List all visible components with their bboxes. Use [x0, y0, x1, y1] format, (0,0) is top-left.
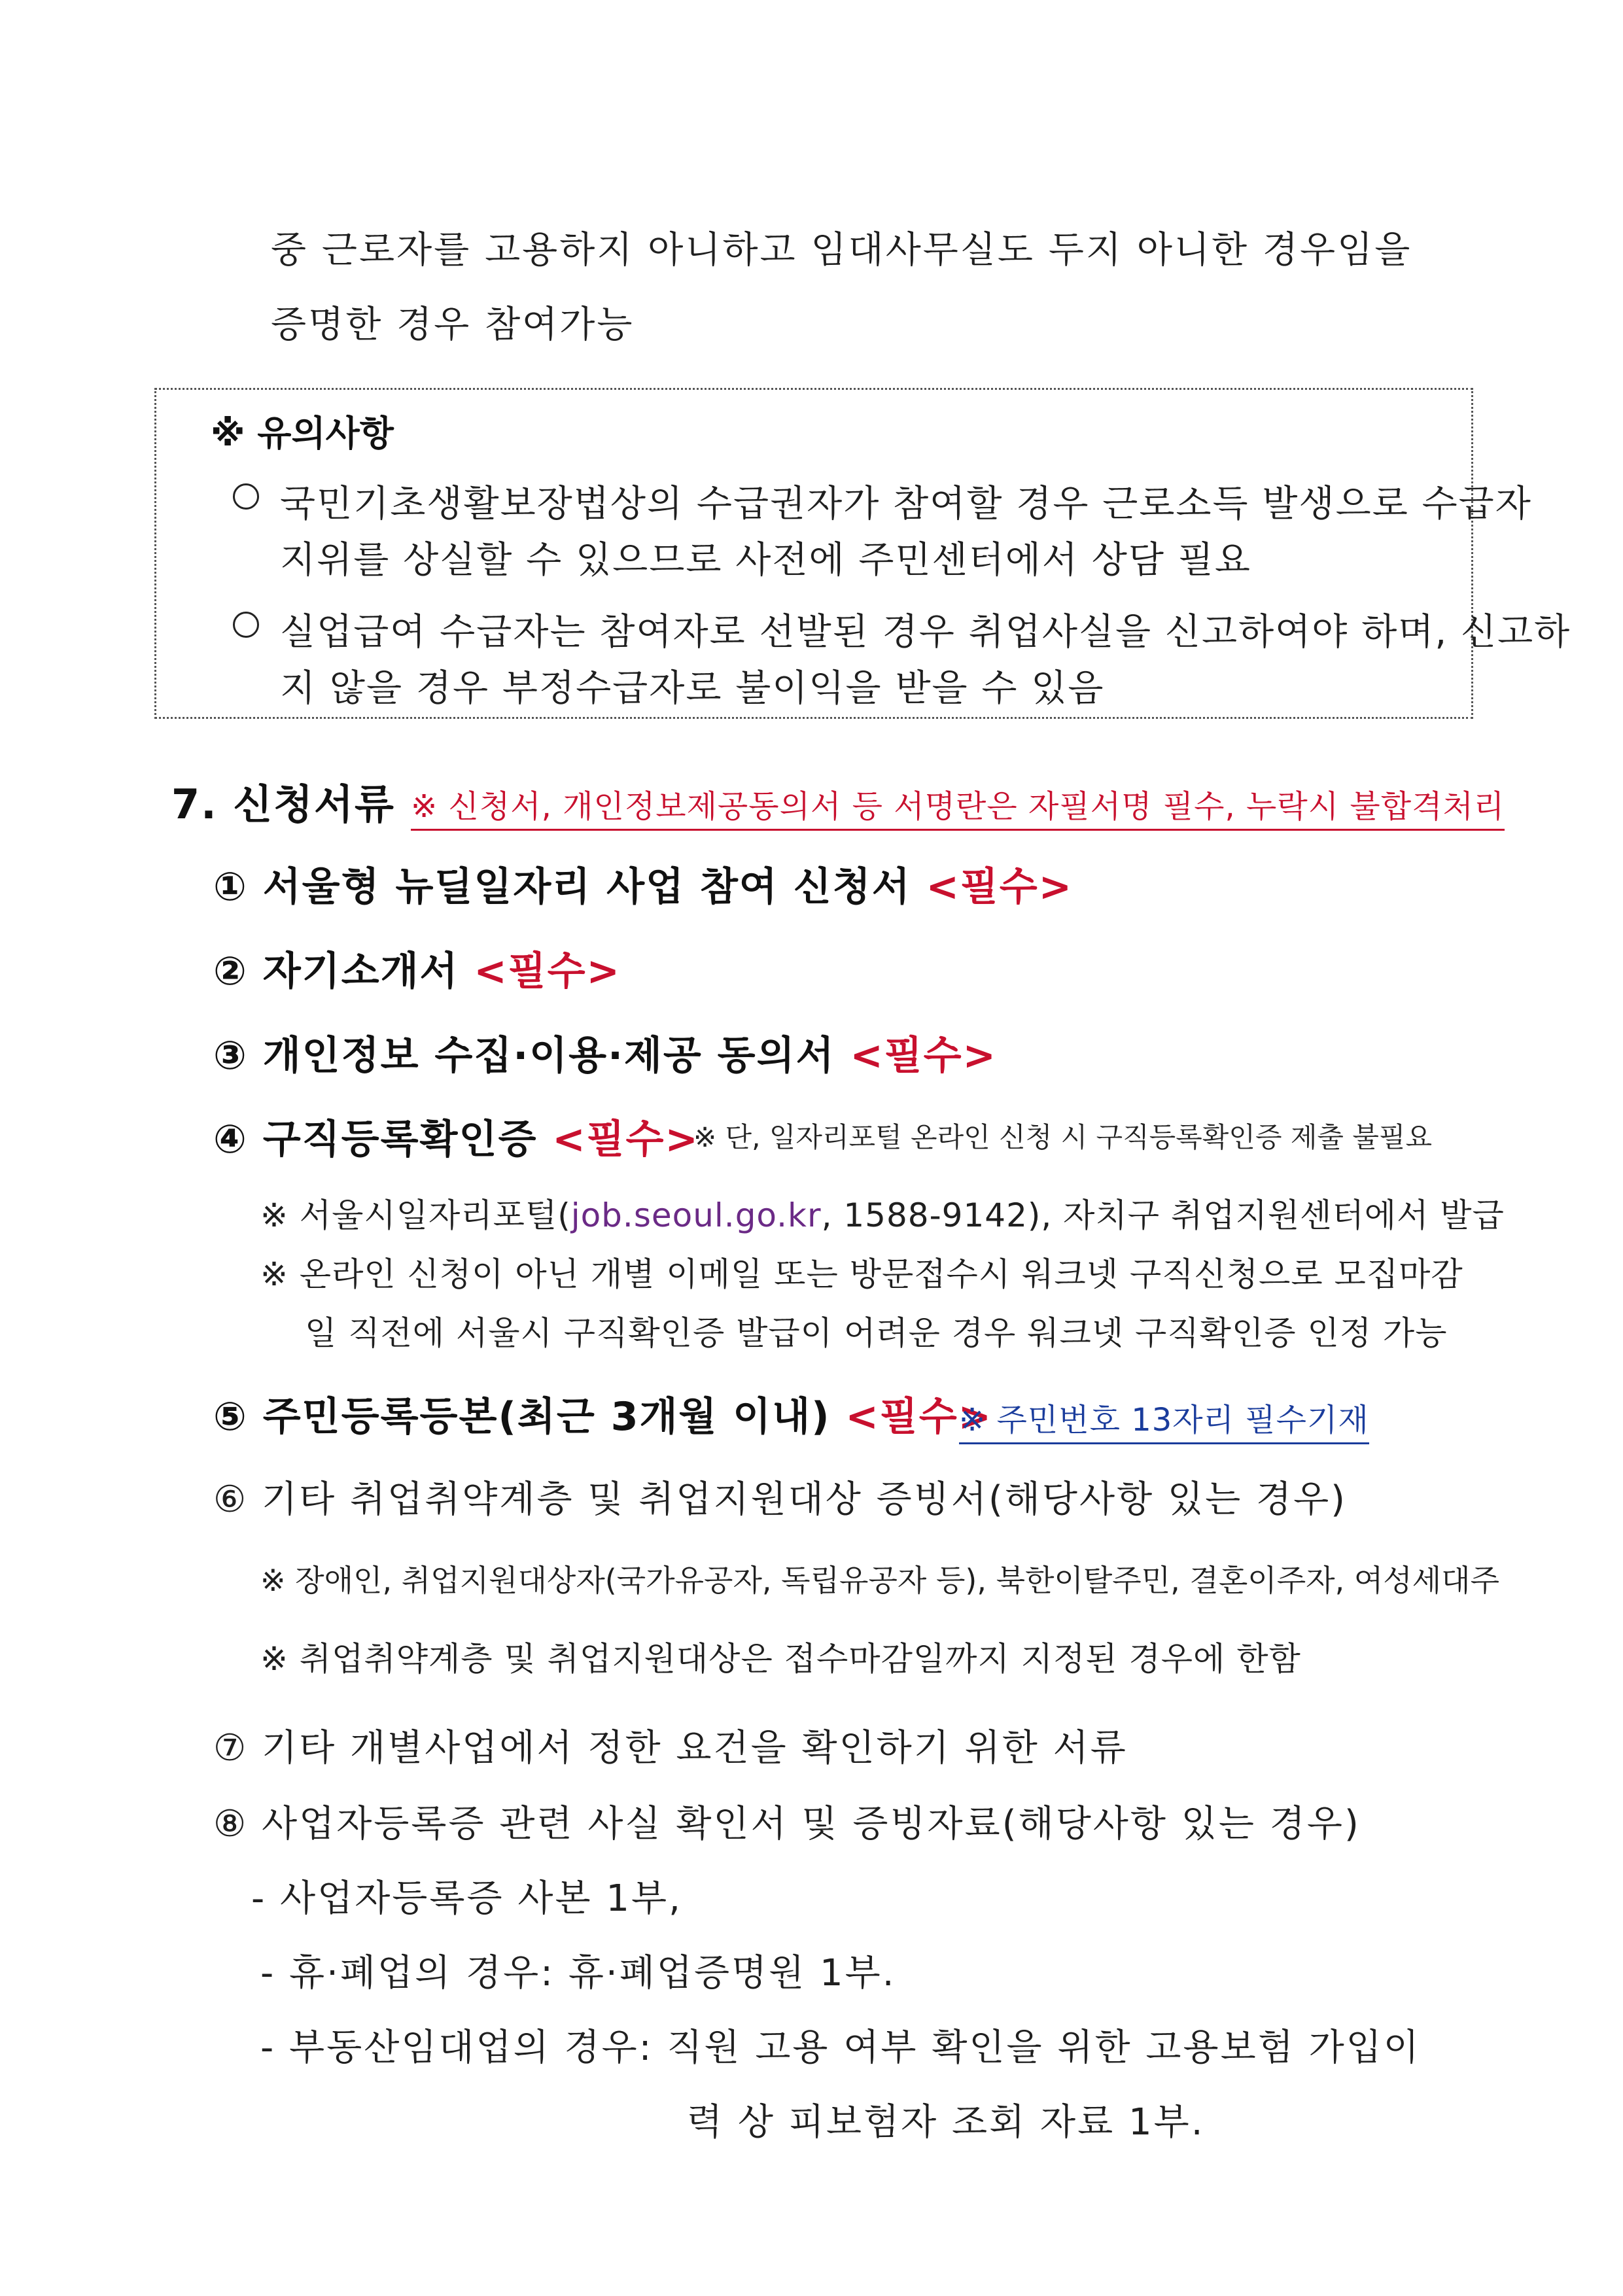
item-number: ⑥ [213, 1478, 249, 1521]
bullet-circle-icon [233, 483, 259, 510]
list-item-2 [213, 940, 621, 996]
notice-title: ※ 유의사항 [211, 413, 394, 454]
item-number: ⑤ [213, 1394, 248, 1440]
item-8-sub-3-continued: 력 상 피보험자 조회 자료 1부. [687, 2101, 1205, 2144]
item-4-portal-note [260, 1189, 1505, 1236]
item-4-note: ※ 단, 일자리포털 온라인 신청 시 구직등록확인증 제출 불필요 [693, 1121, 1433, 1153]
intro-line-2: 증명한 경우 참여가능 [271, 304, 635, 346]
item-number: ③ [213, 1033, 248, 1079]
item-text: 자기소개서 [262, 948, 459, 994]
notice-item-2-line-2: 지 않을 경우 부정수급자로 불이익을 받을 수 있음 [280, 667, 1105, 710]
item-8-sub-1: - 사업자등록증 사본 1부, [251, 1877, 682, 1920]
required-tag: <필수> [850, 1033, 997, 1079]
list-item-5 [213, 1385, 992, 1442]
required-tag: <필수> [926, 864, 1073, 910]
required-tag: <필수> [552, 1117, 699, 1162]
item-8-sub-2: - 휴·폐업의 경우: 휴·폐업증명원 1부. [260, 1952, 896, 1994]
item-4-online-note-line-1: ※ 온라인 신청이 아닌 개별 이메일 또는 방문접수시 워크넷 구직신청으로 모집마감 [260, 1255, 1463, 1293]
item-text: 서울형 뉴딜일자리 사업 참여 신청서 [262, 864, 911, 910]
item-5-note: ※ 주민번호 13자리 필수기재 [959, 1395, 1369, 1444]
list-item-1 [213, 856, 1073, 912]
notice-item-1-line-2: 지위를 상실할 수 있으므로 사전에 주민센터에서 상담 필요 [280, 539, 1251, 582]
item-number: ② [213, 948, 248, 994]
item-number: ⑧ [213, 1803, 249, 1845]
notice-item-1-line-1: 국민기초생활보장법상의 수급권자가 참여할 경우 근로소득 발생으로 수급자 [280, 483, 1532, 525]
item-6-note-2: ※ 취업취약계층 및 취업지원대상은 접수마감일까지 지정된 경우에 한함 [260, 1640, 1301, 1678]
portal-url: job.seoul.go.kr [570, 1196, 822, 1234]
item-number: ① [213, 864, 248, 910]
item-4-online-note-line-2: 일 직전에 서울시 구직확인증 발급이 어려운 경우 워크넷 구직확인증 인정 가능 [305, 1314, 1448, 1352]
item-number: ④ [213, 1117, 248, 1162]
required-tag: <필수> [474, 948, 621, 994]
item-8-sub-3: - 부동산임대업의 경우: 직원 고용 여부 확인을 위한 고용보험 가입이 [260, 2026, 1421, 2069]
portal-suffix: , 1588-9142), 자치구 취업지원센터에서 발급 [821, 1196, 1505, 1234]
list-item-6 [213, 1470, 1347, 1523]
item-text: 기타 취업취약계층 및 취업지원대상 증빙서(해당사항 있는 경우) [262, 1478, 1348, 1521]
section-heading-note: ※ 신청서, 개인정보제공동의서 등 서명란은 자필서명 필수, 누락시 불합격처리 [411, 781, 1505, 831]
item-text: 사업자등록증 관련 사실 확인서 및 증빙자료(해당사항 있는 경우) [262, 1803, 1361, 1845]
section-heading: 7. 신청서류 [171, 780, 395, 828]
list-item-4 [213, 1108, 699, 1164]
portal-prefix: ※ 서울시일자리포털( [260, 1196, 571, 1234]
list-item-8 [213, 1795, 1361, 1847]
item-text: 기타 개별사업에서 정한 요건을 확인하기 위한 서류 [262, 1727, 1128, 1769]
list-item-7 [213, 1719, 1128, 1771]
item-text: 개인정보 수집·이용·제공 동의서 [262, 1033, 835, 1079]
intro-line-1: 중 근로자를 고용하지 아니하고 임대사무실도 두지 아니한 경우임을 [271, 229, 1412, 271]
bullet-circle-icon [233, 612, 259, 638]
item-text: 구직등록확인증 [262, 1117, 538, 1162]
required-tag: <필수> [845, 1394, 992, 1440]
notice-item-2-line-1: 실업급여 수급자는 참여자로 선발된 경우 취업사실을 신고하여야 하며, 신고하 [280, 611, 1571, 653]
item-6-note-1: ※ 장애인, 취업지원대상자(국가유공자, 독립유공자 등), 북한이탈주민, 결혼이주자, 여성세대주 [260, 1563, 1500, 1598]
item-number: ⑦ [213, 1727, 249, 1769]
item-text: 주민등록등본(최근 3개월 이내) [262, 1394, 831, 1440]
list-item-3 [213, 1024, 997, 1081]
